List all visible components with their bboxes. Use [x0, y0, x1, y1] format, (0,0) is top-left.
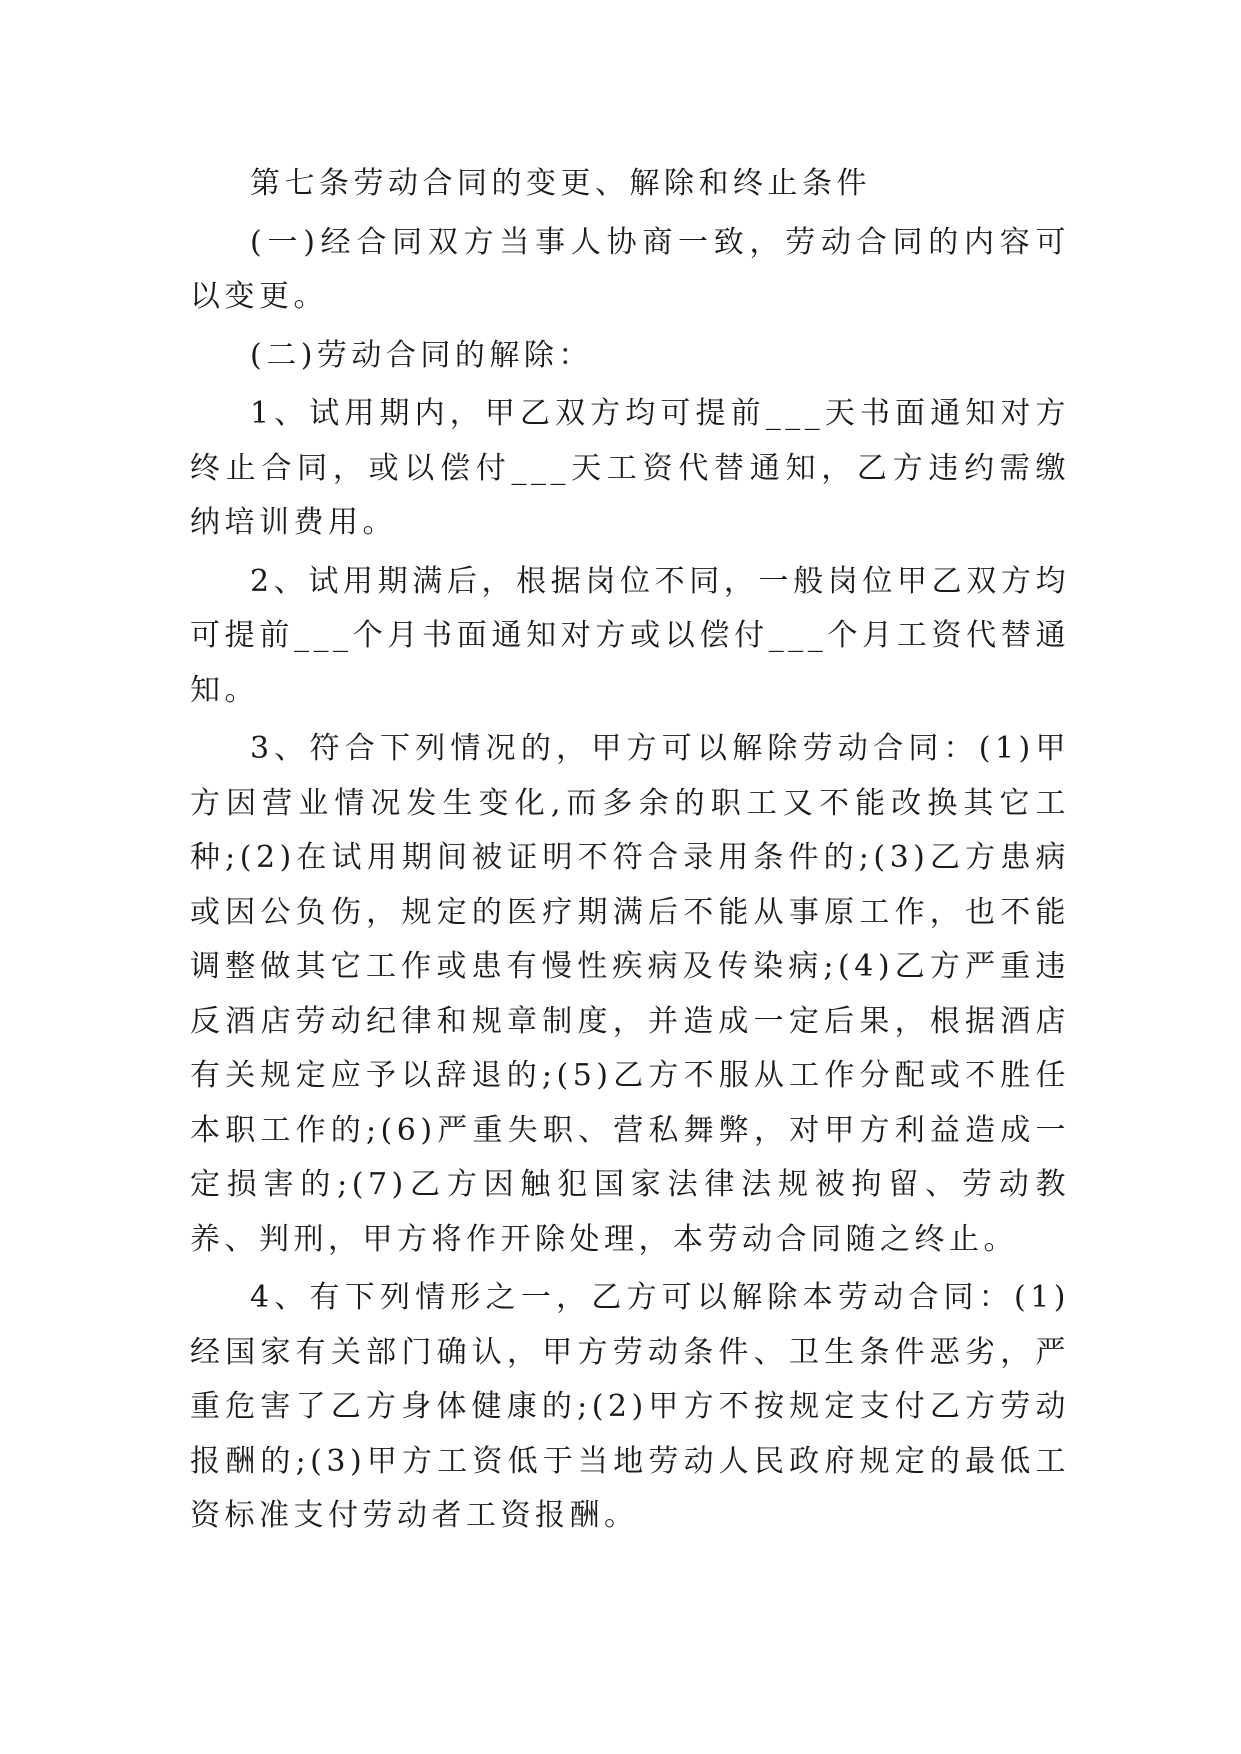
paragraph-termination-heading: (二)劳动合同的解除：: [250, 337, 593, 373]
document-body: [190, 157, 1070, 1548]
article-heading: 第七条劳动合同的变更、解除和终止条件: [250, 166, 871, 201]
paragraph-employee-termination: 4、有下列情形之一，乙方可以解除本劳动合同：(1)经国家有关部门确认，甲方劳动条件、卫生条件恶劣，严重危害了乙方身体健康的;(2)甲方不按规定支付乙方劳动报酬的;(3)甲方工资低于当地劳动人民政府规定的最低工资标准支付劳动者工资报酬。: [190, 1280, 1070, 1533]
paragraph-employer-termination: 3、符合下列情况的，甲方可以解除劳动合同：(1)甲方因营业情况发生变化,而多余的职工又不能改换其它工种;(2)在试用期间被证明不符合录用条件的;(3)乙方患病或因公负伤，规定的医疗期满后不能从事原工作，也不能调整做其它工作或患有慢性疾病及传染病;(4)乙方严重违反酒店劳动纪律和规章制度，并造成一定后果，根据酒店有关规定应予以辞退的;(5)乙方不服从工作分配或不胜任本职工作的;(6)严重失职、营私舞弊，对甲方利益造成一定损害的;(7)乙方因触犯国家法律法规被拘留、劳动教养、判刑，甲方将作开除处理，本劳动合同随之终止。: [190, 731, 1070, 1257]
paragraph-modification: (一)经合同双方当事人协商一致，劳动合同的内容可以变更。: [190, 224, 1070, 314]
paragraph-after-probation: 2、试用期满后，根据岗位不同，一般岗位甲乙双方均可提前___个月书面通知对方或以偿付___个月工资代替通知。: [190, 563, 1070, 708]
paragraph-probation: 1、试用期内，甲乙双方均可提前___天书面通知对方终止合同，或以偿付___天工资代替通知，乙方违约需缴纳培训费用。: [190, 396, 1070, 540]
